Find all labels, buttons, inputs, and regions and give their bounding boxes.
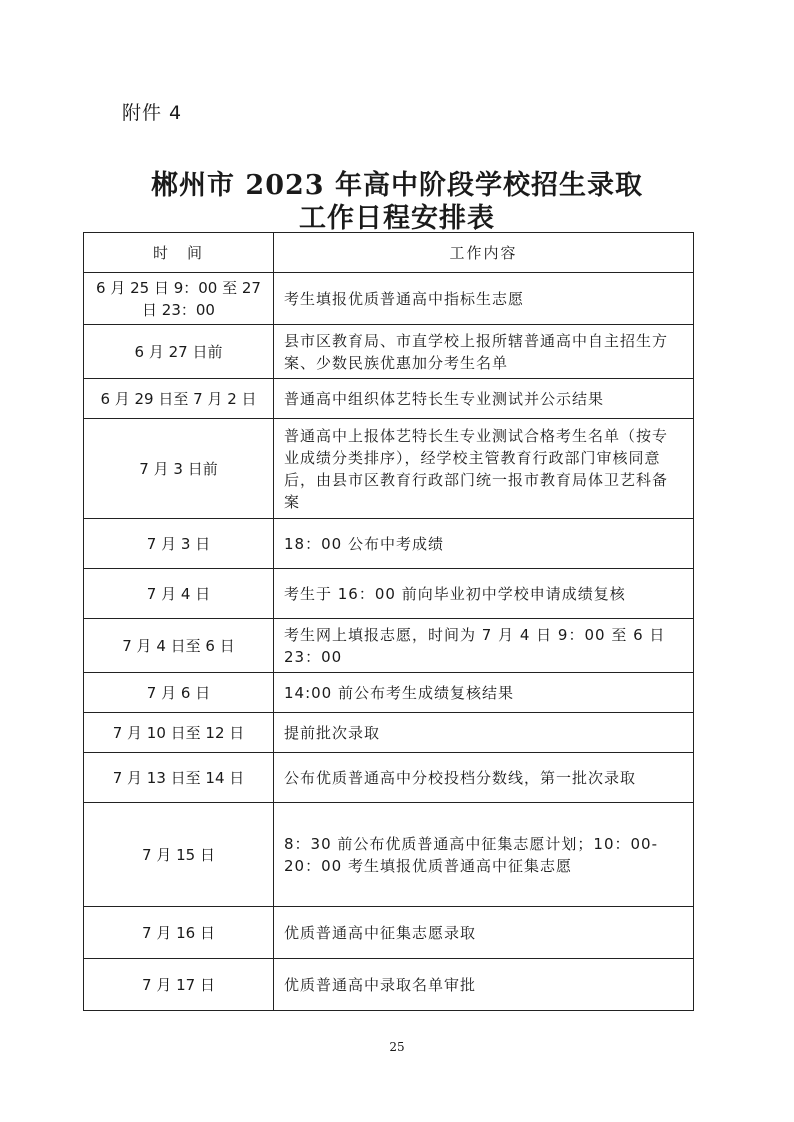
row-content: 8：30 前公布优质普通高中征集志愿计划；10：00-20：00 考生填报优质普通高中征集志愿 [274, 803, 694, 907]
table-row [84, 273, 694, 325]
row-content: 普通高中上报体艺特长生专业测试合格考生名单（按专业成绩分类排序），经学校主管教育行政部门审核同意后，由县市区教育行政部门统一报市教育局体卫艺科备案 [274, 419, 694, 519]
page-subtitle: 工作日程安排表 [299, 203, 495, 234]
row-time: 7 月 4 日至 6 日 [84, 619, 274, 673]
row-time: 7 月 15 日 [84, 803, 274, 907]
table-row [84, 519, 694, 569]
table-row [84, 619, 694, 673]
table-row [84, 907, 694, 959]
row-time: 7 月 3 日 [84, 519, 274, 569]
row-content: 考生于 16：00 前向毕业初中学校申请成绩复核 [274, 569, 694, 619]
table-row [84, 673, 694, 713]
row-time: 7 月 17 日 [84, 959, 274, 1011]
row-time: 7 月 10 日至 12 日 [84, 713, 274, 753]
row-time: 7 月 4 日 [84, 569, 274, 619]
row-content: 优质普通高中征集志愿录取 [274, 907, 694, 959]
attachment-label: 附件 4 [122, 102, 183, 124]
row-content: 县市区教育局、市直学校上报所辖普通高中自主招生方案、少数民族优惠加分考生名单 [274, 325, 694, 379]
table-header-row [84, 233, 694, 273]
row-content: 普通高中组织体艺特长生专业测试并公示结果 [274, 379, 694, 419]
row-time: 6 月 27 日前 [84, 325, 274, 379]
table-row [84, 959, 694, 1011]
row-content: 公布优质普通高中分校投档分数线，第一批次录取 [274, 753, 694, 803]
row-content: 考生填报优质普通高中指标生志愿 [274, 273, 694, 325]
header-content: 工作内容 [274, 233, 694, 273]
header-time: 时 间 [84, 233, 274, 273]
row-content: 提前批次录取 [274, 713, 694, 753]
row-time: 6 月 25 日 9：00 至 27 日 23：00 [84, 273, 274, 325]
row-time: 7 月 6 日 [84, 673, 274, 713]
table-row [84, 379, 694, 419]
row-time: 6 月 29 日至 7 月 2 日 [84, 379, 274, 419]
row-content: 考生网上填报志愿，时间为 7 月 4 日 9：00 至 6 日 23：00 [274, 619, 694, 673]
table-row [84, 419, 694, 519]
table-row [84, 325, 694, 379]
row-time: 7 月 3 日前 [84, 419, 274, 519]
row-content: 14:00 前公布考生成绩复核结果 [274, 673, 694, 713]
page-title: 郴州市 2023 年高中阶段学校招生录取 [151, 170, 643, 201]
page-number: 25 [389, 1040, 405, 1054]
row-time: 7 月 13 日至 14 日 [84, 753, 274, 803]
table-row [84, 569, 694, 619]
table-row [84, 713, 694, 753]
schedule-table [83, 232, 694, 1011]
row-content: 18：00 公布中考成绩 [274, 519, 694, 569]
row-time: 7 月 16 日 [84, 907, 274, 959]
row-content: 优质普通高中录取名单审批 [274, 959, 694, 1011]
table-row [84, 803, 694, 907]
table-row [84, 753, 694, 803]
